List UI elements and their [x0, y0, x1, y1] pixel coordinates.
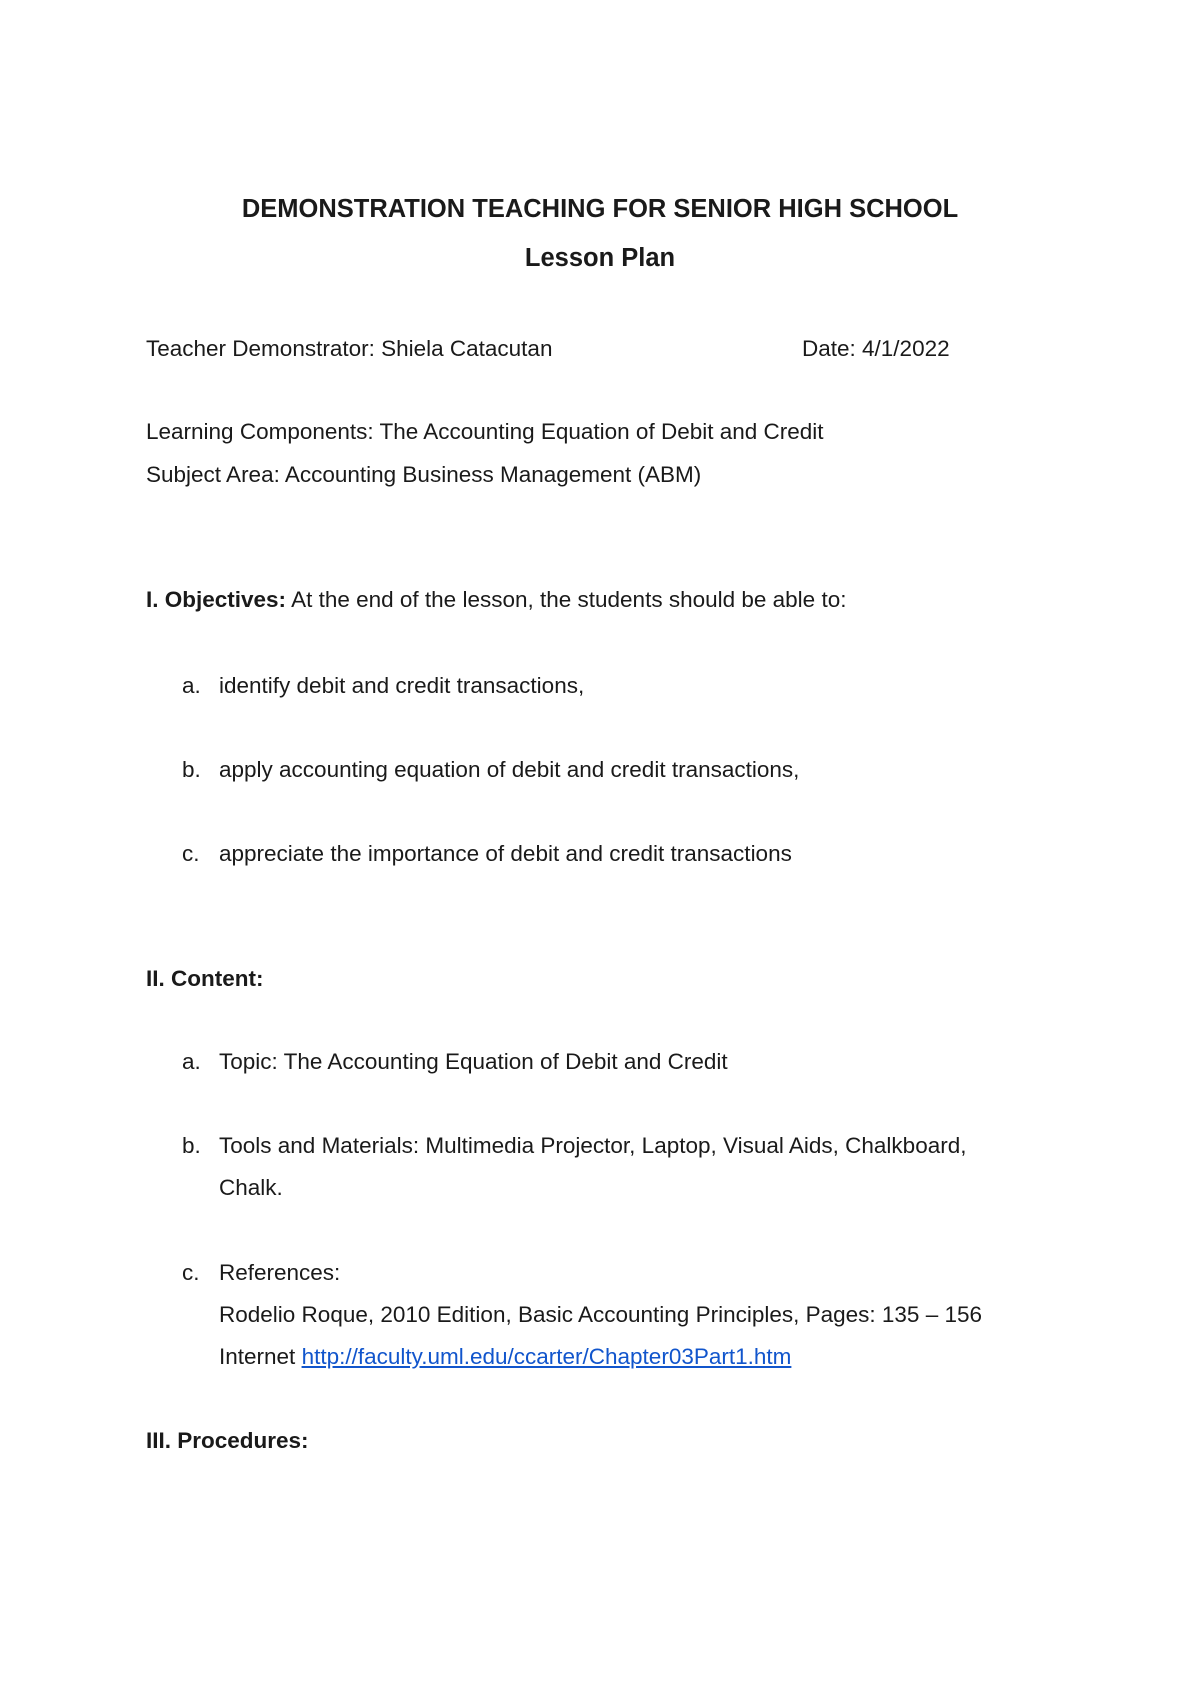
objective-item: appreciate the importance of debit and credit transactions — [219, 841, 792, 866]
reference-internet-label: Internet — [219, 1344, 302, 1369]
learning-components-line: Learning Components: The Accounting Equation of Debit and Credit — [146, 419, 824, 444]
content-topic-marker: a. — [182, 1049, 201, 1074]
reference-internet — [219, 1346, 791, 1369]
procedures-heading: III. Procedures: — [146, 1428, 309, 1453]
content-references-marker: c. — [182, 1260, 200, 1285]
objective-item: identify debit and credit transactions, — [219, 673, 585, 698]
document-title: DEMONSTRATION TEACHING FOR SENIOR HIGH SCHOOL — [241, 195, 959, 223]
content-tools-line1: Tools and Materials: Multimedia Projector, Laptop, Visual Aids, Chalkboard, — [219, 1133, 967, 1158]
document-subtitle: Lesson Plan — [524, 244, 676, 272]
objectives-heading: I. Objectives: — [146, 587, 287, 612]
reference-book: Rodelio Roque, 2010 Edition, Basic Accounting Principles, Pages: 135 – 156 — [219, 1302, 983, 1327]
objective-marker: a. — [182, 673, 201, 698]
objective-marker: c. — [182, 841, 200, 866]
content-heading: II. Content: — [146, 966, 264, 991]
reference-link[interactable]: http://faculty.uml.edu/ccarter/Chapter03Part1.htm — [301, 1344, 792, 1369]
objectives-intro: At the end of the lesson, the students should be able to: — [286, 587, 847, 612]
objective-item: apply accounting equation of debit and credit transactions, — [219, 757, 800, 782]
content-tools-marker: b. — [182, 1133, 201, 1158]
content-references-label: References: — [219, 1260, 341, 1285]
objectives-paragraph — [146, 589, 846, 612]
objective-marker: b. — [182, 757, 201, 782]
teacher-line: Teacher Demonstrator: Shiela Catacutan — [146, 336, 553, 361]
subject-area-line: Subject Area: Accounting Business Management (ABM) — [146, 462, 702, 487]
date-line: Date: 4/1/2022 — [802, 336, 950, 361]
content-tools-line2: Chalk. — [219, 1175, 283, 1200]
content-topic: Topic: The Accounting Equation of Debit and Credit — [219, 1049, 728, 1074]
